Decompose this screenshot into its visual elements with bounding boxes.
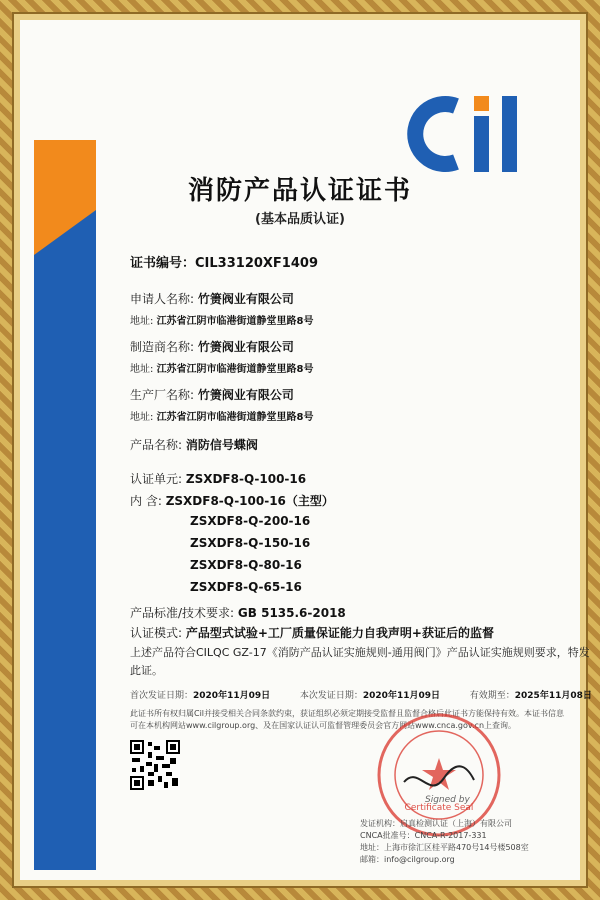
fine-print-line-2: 可在本机构网站www.cilgroup.org、及在国家认证认可监督管理委员会官方网站www.cnca.gov.cn上查询。 <box>130 721 517 730</box>
cert-number: CIL33120XF1409 <box>195 256 318 271</box>
unit-model: ZSXDF8-Q-100-16 <box>185 472 307 486</box>
applicant-row <box>130 290 294 307</box>
mode-value: 产品型式试验+工厂质量保证能力自我声明+获证后的监督 <box>185 626 494 640</box>
cil-logo <box>398 86 548 182</box>
valid-label: 有效期至： <box>469 691 515 701</box>
contains-label: 内 含: <box>130 494 162 508</box>
applicant-name: 竹箦阀业有限公司 <box>197 292 294 306</box>
manufacturer-row <box>130 338 294 355</box>
address-label: 地址: <box>130 412 154 423</box>
standard-value: GB 5135.6-2018 <box>237 606 346 620</box>
statement-line-2: 此证。 <box>130 664 163 677</box>
factory-address-row <box>130 408 314 423</box>
page-title: 消防产品认证证书 <box>187 176 412 206</box>
product-row <box>130 436 258 453</box>
qr-code-icon <box>130 740 180 790</box>
mode-row <box>130 624 494 641</box>
fine-print-line-1: 此证书所有权归属Cil并接受相关合同条款约束，获证组织必须定期接受监督且监督合格后此证书方能保持有效。本证书信息 <box>130 709 565 718</box>
this-issue-date: 2020年11月09日 <box>362 691 440 701</box>
cert-number-label: 证书编号： <box>130 256 196 271</box>
factory-row <box>130 386 294 403</box>
factory-name: 竹箦阀业有限公司 <box>197 388 294 402</box>
cnca-number: CNCA批准号：CNCA-R-2017-331 <box>360 831 487 840</box>
first-issue-label: 首次发证日期： <box>130 691 194 701</box>
model-item: ZSXDF8-Q-100-16（主型） <box>165 494 334 508</box>
manufacturer-address-row <box>130 360 314 375</box>
first-issue-date: 2020年11月09日 <box>193 691 271 701</box>
model-item: ZSXDF8-Q-200-16 <box>190 514 311 528</box>
valid-date: 2025年11月08日 <box>514 691 592 701</box>
unit-label: 认证单元: <box>130 472 183 486</box>
certificate-paper <box>20 20 592 880</box>
factory-address: 江苏省江阴市临港街道静堂里路8号 <box>156 412 314 423</box>
standard-label: 产品标准/技术要求: <box>130 606 235 620</box>
manufacturer-address: 江苏省江阴市临港街道静堂里路8号 <box>156 364 314 375</box>
cert-number-row <box>130 252 318 271</box>
manufacturer-name: 竹箦阀业有限公司 <box>197 340 294 354</box>
product-name: 消防信号蝶阀 <box>185 438 258 452</box>
statement-line-1: 上述产品符合CILQC GZ-17《消防产品认证实施规则-通用阀门》产品认证实施规则要求，特发 <box>130 646 590 659</box>
applicant-label: 申请人名称: <box>130 292 195 306</box>
model-item: ZSXDF8-Q-80-16 <box>190 558 302 572</box>
blue-stripe <box>34 210 96 870</box>
page-subtitle: (基本品质认证) <box>255 212 345 227</box>
applicant-address: 江苏省江阴市临港街道静堂里路8号 <box>156 316 314 327</box>
manufacturer-label: 制造商名称: <box>130 340 195 354</box>
mode-label: 认证模式: <box>130 626 183 640</box>
signed-by-label: Signed by <box>425 795 470 805</box>
issuer-text: 发证机构：启真检测认证（上海）有限公司 <box>360 819 512 828</box>
model-item: ZSXDF8-Q-65-16 <box>190 580 302 594</box>
unit-row <box>130 470 306 487</box>
address-label: 地址: <box>130 364 154 375</box>
dates-row <box>130 688 592 701</box>
this-issue-label: 本次发证日期： <box>299 691 363 701</box>
applicant-address-row <box>130 312 314 327</box>
contains-row <box>130 492 334 509</box>
address-label: 地址: <box>130 316 154 327</box>
org-email: 邮箱：info@cilgroup.org <box>360 855 455 864</box>
factory-label: 生产厂名称: <box>130 388 195 402</box>
product-label: 产品名称: <box>130 438 183 452</box>
standard-row <box>130 604 346 621</box>
model-item: ZSXDF8-Q-150-16 <box>190 536 311 550</box>
seal-text: Certificate Seal <box>404 803 474 813</box>
org-address: 地址：上海市徐汇区桂平路470号14号楼508室 <box>360 843 529 852</box>
